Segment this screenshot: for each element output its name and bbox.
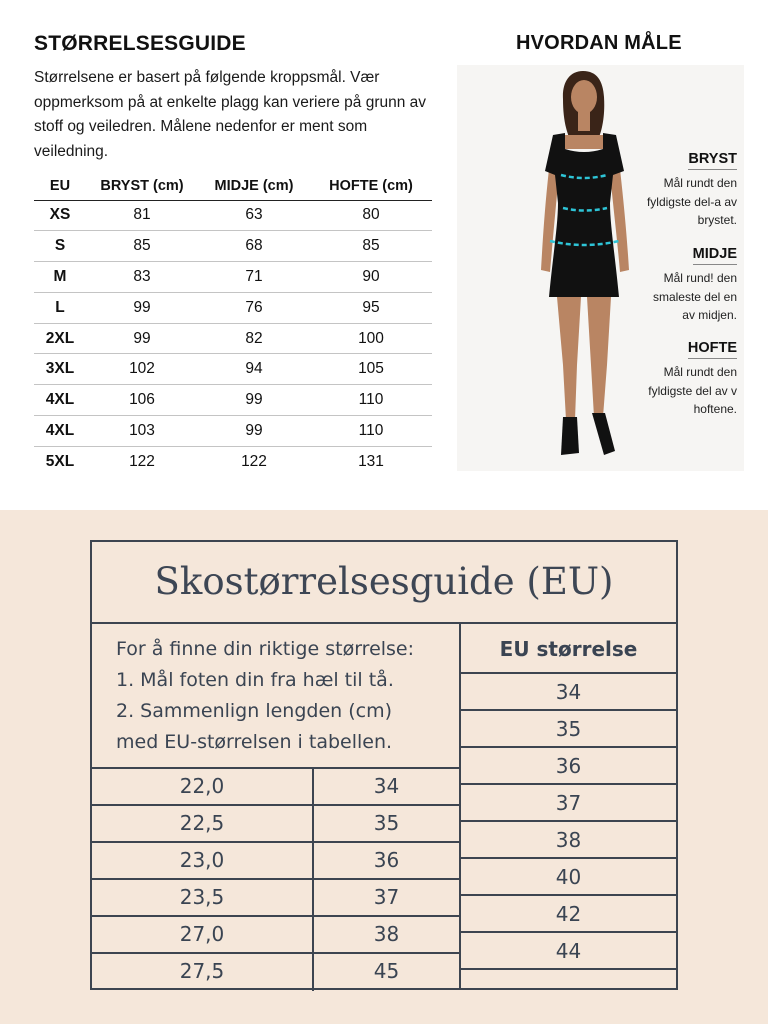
shoe-size-section [0, 510, 768, 1024]
bust-cell: 99 [86, 292, 198, 323]
hip-label [645, 339, 737, 419]
foot-length-cell: 27,0 [92, 917, 314, 952]
eu-size-list [461, 674, 676, 970]
bust-cell: 122 [129, 453, 155, 471]
waist-cell: 99 [198, 416, 310, 447]
table-row [92, 880, 459, 917]
instruction-line: med EU-størrelsen i tabellen. [116, 731, 393, 753]
table-row [92, 806, 459, 843]
bust-cell: 102 [86, 354, 198, 385]
bust-cell: 85 [86, 231, 198, 262]
size-guide-title: STØRRELSESGUIDE [34, 32, 246, 55]
size-cell: 3XL [34, 354, 86, 385]
instruction-line: For å finne din riktige størrelse: [116, 638, 415, 660]
hip-description: Mål rundt den fyldigste del av v hoftene. [648, 365, 737, 416]
waist-cell: 94 [198, 354, 310, 385]
size-cell: M [34, 262, 86, 293]
table-row [92, 769, 459, 806]
hip-cell: 85 [310, 231, 432, 262]
waist-label [645, 245, 737, 325]
header-waist: MIDJE (cm) [198, 172, 310, 200]
instruction-line: 2. Sammenlign lengden (cm) [116, 700, 393, 722]
eu-size-item: 38 [461, 822, 676, 859]
size-cell: 4XL [34, 385, 86, 416]
size-cell: 2XL [34, 323, 86, 354]
size-guide-intro: Størrelsene er basert på følgende kroppsmål. Vær oppmerksom på at enkelte plagg kan veriere på grunn av stoff og veiledren. Målene nedenfor er ment som veiledning. [34, 69, 427, 160]
hip-cell: 90 [310, 262, 432, 293]
left-shoe [561, 417, 579, 455]
foot-length-cell: 22,0 [92, 769, 314, 804]
hip-cell: 80 [310, 200, 432, 231]
waist-cell: 122 [241, 453, 267, 471]
bust-cell: 106 [86, 385, 198, 416]
dress-shape [545, 133, 624, 297]
right-shoe [592, 413, 615, 455]
left-leg [557, 297, 581, 420]
hip-cell: 131 [358, 453, 384, 471]
size-cell: L [34, 292, 86, 323]
table-row [34, 323, 432, 354]
bust-cell: 99 [86, 323, 198, 354]
foot-length-cell: 22,5 [92, 806, 314, 841]
waist-description: Mål rund! den smaleste del en av midjen. [652, 271, 737, 322]
neck-shape [578, 111, 590, 131]
foot-length-cell: 23,5 [92, 880, 314, 915]
waist-heading: MIDJE [693, 246, 737, 265]
size-table [34, 172, 432, 477]
table-row [92, 954, 459, 991]
waist-cell: 71 [198, 262, 310, 293]
table-row [34, 262, 432, 293]
eu-size-item: 36 [461, 748, 676, 785]
instruction-line: 1. Mål foten din fra hæl til tå. [116, 669, 394, 691]
eu-size-item: 42 [461, 896, 676, 933]
how-to-measure-title: HVORDAN MÅLE [516, 32, 682, 54]
eu-size-cell: 38 [373, 922, 400, 946]
table-row [92, 843, 459, 880]
eu-size-cell: 35 [373, 811, 400, 835]
size-cell: XS [34, 200, 86, 231]
eu-size-cell: 37 [373, 885, 400, 909]
waist-cell: 68 [198, 231, 310, 262]
foot-length-cell: 27,5 [92, 954, 314, 991]
table-row [34, 231, 432, 262]
shoe-guide-title: Skostørrelsesguide (EU) [92, 542, 676, 624]
table-row [34, 354, 432, 385]
waist-cell: 63 [198, 200, 310, 231]
header-eu: EU [34, 172, 86, 200]
eu-size-cell: 36 [373, 848, 400, 872]
size-table-header [34, 172, 432, 200]
foot-length-cell: 23,0 [92, 843, 314, 878]
eu-size-cell: 45 [373, 959, 400, 983]
cm-to-eu-table [92, 767, 459, 991]
hip-cell: 110 [310, 416, 432, 447]
clothing-size-section [0, 0, 768, 510]
table-row [92, 917, 459, 954]
waist-cell: 82 [198, 323, 310, 354]
bust-cell: 81 [86, 200, 198, 231]
size-cell: S [34, 231, 86, 262]
face-shape [571, 80, 597, 114]
hip-heading: HOFTE [688, 340, 737, 359]
eu-size-item: 34 [461, 674, 676, 711]
header-hip: HOFTE (cm) [310, 172, 432, 200]
right-leg [587, 297, 611, 417]
header-bust: BRYST (cm) [86, 172, 198, 200]
bust-cell: 83 [86, 262, 198, 293]
eu-size-item: 35 [461, 711, 676, 748]
table-row [34, 385, 432, 416]
hip-cell: 100 [310, 323, 432, 354]
bust-label [645, 150, 737, 230]
size-cell: 4XL [34, 416, 86, 447]
bust-description: Mål rundt den fyldigste del-a av brystet. [646, 176, 737, 227]
table-row [34, 416, 432, 447]
eu-size-item: 40 [461, 859, 676, 896]
measurement-figure [457, 65, 744, 471]
shoe-instructions [116, 634, 456, 758]
hip-cell: 95 [310, 292, 432, 323]
table-row [34, 446, 432, 477]
eu-size-item: 37 [461, 785, 676, 822]
bust-cell: 103 [86, 416, 198, 447]
waist-cell: 76 [198, 292, 310, 323]
waist-cell: 99 [198, 385, 310, 416]
size-cell: 5XL [45, 453, 75, 471]
bust-heading: BRYST [688, 151, 737, 170]
table-row [34, 292, 432, 323]
shoe-size-table [90, 540, 678, 990]
table-row [34, 200, 432, 231]
hip-cell: 105 [310, 354, 432, 385]
eu-size-cell: 34 [373, 774, 400, 798]
eu-size-item: 44 [461, 933, 676, 970]
eu-size-header: EU størrelse [461, 624, 676, 674]
hip-cell: 110 [310, 385, 432, 416]
